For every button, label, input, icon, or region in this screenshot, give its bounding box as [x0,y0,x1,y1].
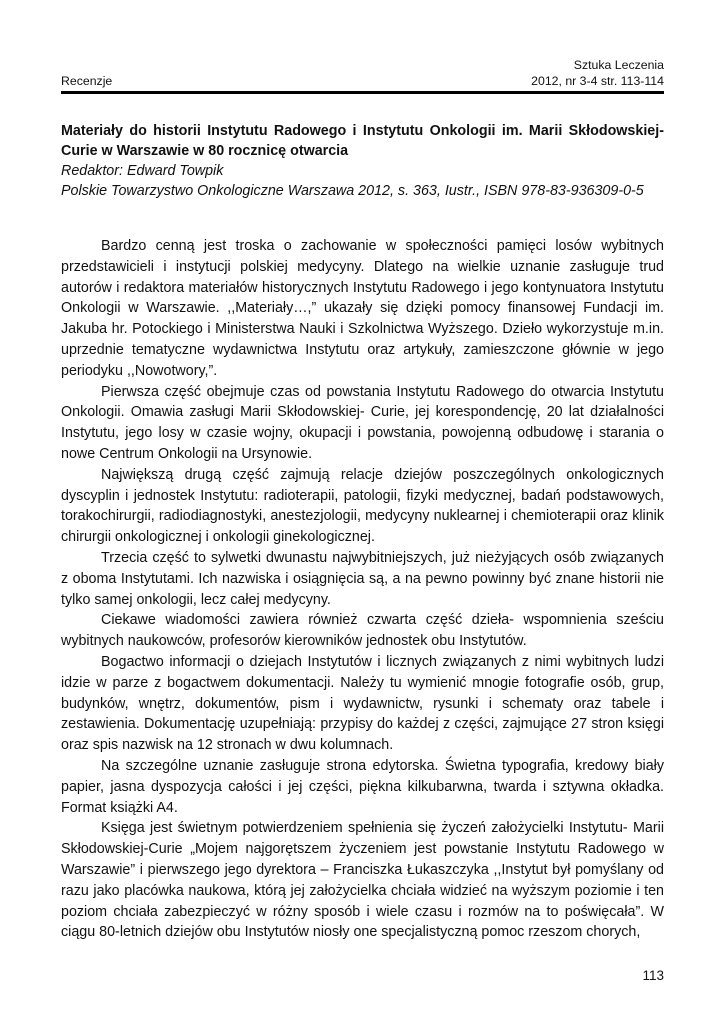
review-heading [61,121,664,201]
paragraph: Bardzo cenną jest troska o zachowanie w społeczności pamięci losów wybitnych przedstawicieli i instytucji polskiej medycyny. Dlatego na wielkie uznanie zasługuje trud autorów i redaktora materiałów historycznych Instytutu Radowego i jego kontynuatora Instytutu Onkologii w Warszawie. ,,Materiały…,” ukazały się dzięki pomocy finansowej Fundacji im. Jakuba hr. Potockiego i Ministerstwa Nauki i Szkolnictwa Wyższego. Dzieło wykorzystuje m.in. uprzednie tematyczne wydawnictwa Instytutu oraz artykuły, zamieszczone głównie w jego periodyku ,,Nowotwory,”. [61,238,664,379]
page-number: 113 [642,968,664,983]
paragraph: Największą drugą część zajmują relacje dziejów poszczególnych onkologicznych dyscyplin i jednostek Instytutu: radioterapii, patologii, fizyki medycznej, badań podstawowych, torakochirurgii, radiodiagnostyki, anestezjologii, medycyny nuklearnej i chemioterapii oraz klinik chirurgii onkologicznej i onkologii ginekologicznej. [61,466,664,546]
paragraph: Trzecia część to sylwetki dwunastu najwybitniejszych, już nieżyjących osób związanych z oboma Instytutami. Ich nazwiska i osiągnięcia są, a na pewno powinny być znane historii nie tylko samej onkologii, lecz całej medycyny. [61,549,664,608]
journal-name: Sztuka Leczenia [573,58,664,72]
journal-info [531,57,664,89]
running-header [61,57,664,89]
paragraph: Na szczególne uznanie zasługuje strona edytorska. Świetna typografia, kredowy biały papier, jasna dyspozycja całości i jej części, piękna kilkubarwna, twarda i sztywna okładka. Format książki A4. [61,757,664,816]
document-page [61,0,664,1024]
section-label: Recenzje [61,74,113,88]
paragraph: Bogactwo informacji o dziejach Instytutów i licznych związanych z nimi wybitnych ludzi idzie w parze z bogactwem dokumentacji. Należy tu wymienić mnogie fotografie osób, grup, budynków, wnętrz, dokumentów, pism i wydawnictw, rysunki i schematy oraz tabele i zestawienia. Dokumentację uzupełniają: przypisy do każdej z części, zajmujące 27 stron księgi oraz spis nazwisk na 12 stronach w dwu kolumnach. [61,653,664,754]
paragraph: Ciekawe wiadomości zawiera również czwarta część dzieła- wspomnienia sześciu wybitnych naukowców, profesorów kierowników jednostek obu Instytutów. [61,612,664,650]
book-editor: Redaktor: Edward Towpik [61,163,224,179]
book-publication: Polskie Towarzystwo Onkologiczne Warszawa 2012, s. 363, Iustr., ISBN 978-83-936309-0-5 [61,183,644,199]
review-body [61,236,664,943]
header-rule [61,91,664,94]
issue-info: 2012, nr 3-4 str. 113-114 [531,74,664,88]
paragraph: Księga jest świetnym potwierdzeniem spełnienia się życzeń założycielki Instytutu- Marii Skłodowskiej-Curie „Mojem najgorętszem życzeniem jest powstanie Instytutu Radowego w Warszawie” i pierwszego jego dyrektora – Franciszka Łukaszczyka ,,Instytut był pomyślany od razu jako placówka naukowa, którą jej założycielka chciała widzieć na wyższym poziomie i ten poziom chciała zabezpieczyć w różny sposób i wiele czasu i rozmów na to poświęcała”. W ciągu 80-letnich dziejów obu Instytutów niosły one specjalistyczną pomoc rzeszom chorych, [61,820,664,941]
book-title: Materiały do historii Instytutu Radowego i Instytutu Onkologii im. Marii Skłodowskiej-Curie w Warszawie w 80 rocznicę otwarcia [61,123,664,159]
paragraph: Pierwsza część obejmuje czas od powstania Instytutu Radowego do otwarcia Instytutu Onkologii. Omawia zasługi Marii Skłodowskiej- Curie, jej korespondencję, 20 lat działalności Instytutu, jego losy w czasie wojny, okupacji i powstania, powojenną odbudowę i starania o nowe Centrum Onkologii na Ursynowie. [61,383,664,462]
